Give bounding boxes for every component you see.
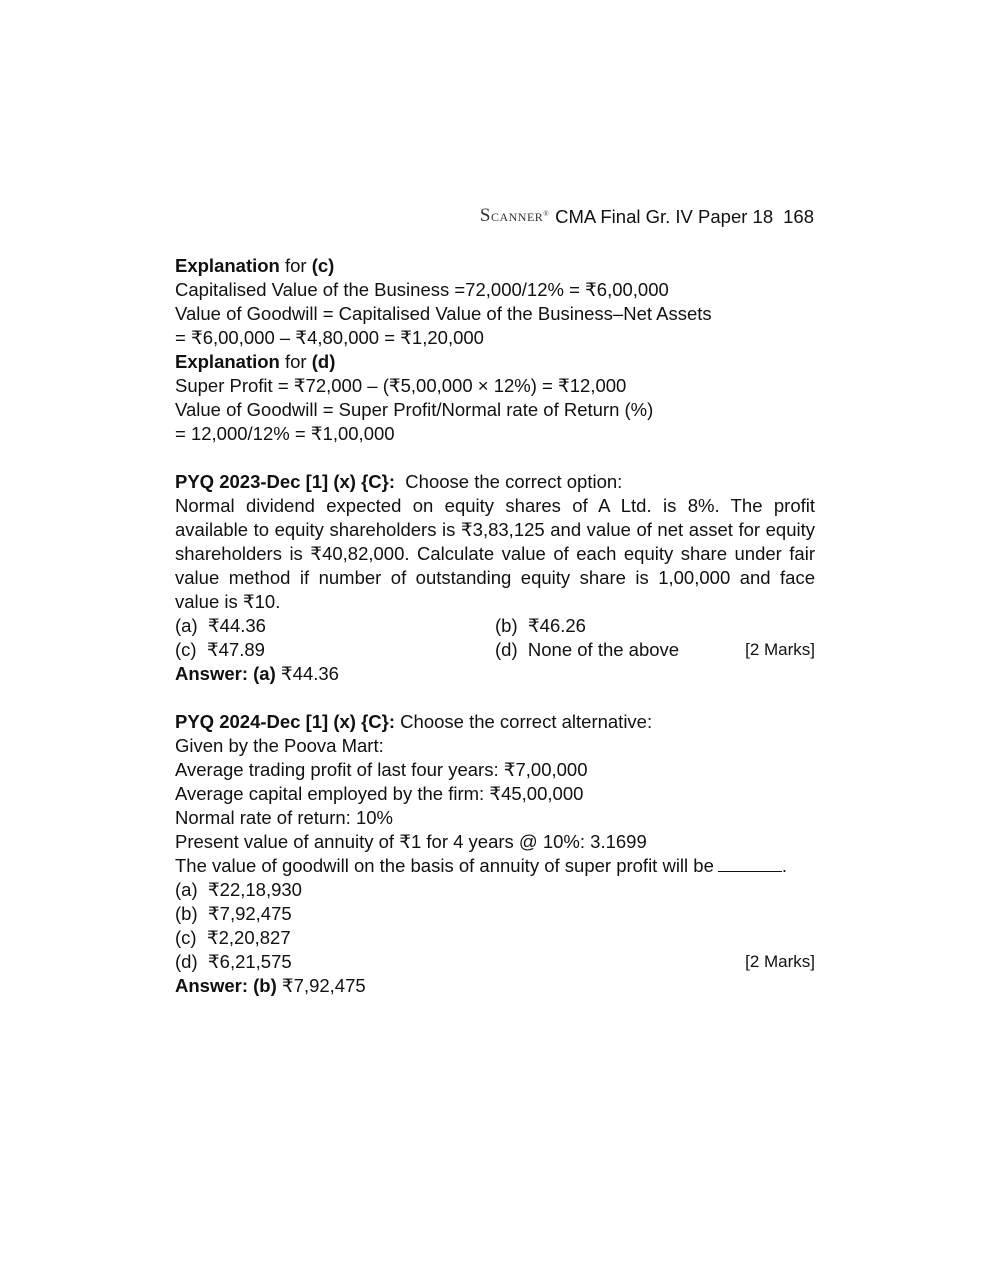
question-1-heading: PYQ 2023-Dec [1] (x) {C}: Choose the correct option: [175, 471, 623, 492]
explanation-c-heading: Explanation for (c) [175, 255, 335, 276]
option-a: (a) ₹22,18,930 [175, 879, 302, 900]
explanation-c-line: Value of Goodwill = Capitalised Value of the Business–Net Assets [175, 303, 712, 324]
page-header [480, 206, 814, 229]
question-1-body: Normal dividend expected on equity shares of A Ltd. is 8%. The profit available to equity shareholders is ₹3,83,125 and value of net asset for equity shareholders is ₹40,82,000. Calculate value of each equity share under fair value method if number of outstanding equity share is 1,00,000 and face value is ₹10. [175, 495, 815, 612]
question-1-answer: Answer: (a) ₹44.36 [175, 663, 339, 684]
question-2-line: Normal rate of return: 10% [175, 807, 393, 828]
option-c: (c) ₹47.89 [175, 639, 265, 660]
explanation-c-line: = ₹6,00,000 – ₹4,80,000 = ₹1,20,000 [175, 327, 484, 348]
question-2-line: Present value of annuity of ₹1 for 4 years @ 10%: 3.1699 [175, 831, 647, 852]
explanation-d-line: = 12,000/12% = ₹1,00,000 [175, 423, 395, 444]
option-a: (a) ₹44.36 [175, 615, 266, 636]
question-2-line: Given by the Poova Mart: [175, 735, 384, 756]
question-2-last-option-row [175, 950, 815, 974]
option-b: (b) ₹7,92,475 [175, 903, 292, 924]
answer-blank [718, 857, 782, 872]
scanner-logo: SCANNER® [479, 205, 550, 226]
option-b: (b) ₹46.26 [495, 615, 586, 636]
option-d: (d) None of the above [495, 639, 680, 660]
question-2-heading: PYQ 2024-Dec [1] (x) {C}: Choose the correct alternative: [175, 711, 653, 732]
question-2-line: Average capital employed by the firm: ₹45,00,000 [175, 783, 584, 804]
explanation-d-heading: Explanation for (d) [175, 351, 336, 372]
header-title: CMA Final Gr. IV Paper 18 [555, 206, 774, 227]
explanation-c-line: Capitalised Value of the Business =72,000/12% = ₹6,00,000 [175, 279, 669, 300]
question-2-line: Average trading profit of last four years: ₹7,00,000 [175, 759, 588, 780]
explanation-d-line: Value of Goodwill = Super Profit/Normal rate of Return (%) [175, 399, 654, 420]
question-1-options-row [175, 614, 815, 638]
question-2-answer: Answer: (b) ₹7,92,475 [175, 975, 366, 996]
question-2-prompt: The value of goodwill on the basis of annuity of super profit will be . [175, 855, 788, 876]
option-c: (c) ₹2,20,827 [175, 927, 291, 948]
page-content [175, 254, 815, 998]
page-number: 168 [783, 206, 814, 227]
explanation-d-line: Super Profit = ₹72,000 – (₹5,00,000 × 12%) = ₹12,000 [175, 375, 627, 396]
option-d: (d) ₹6,21,575 [175, 951, 292, 972]
question-1-options-row [175, 638, 815, 662]
marks-label: [2 Marks] [745, 640, 815, 659]
marks-label: [2 Marks] [745, 952, 815, 971]
